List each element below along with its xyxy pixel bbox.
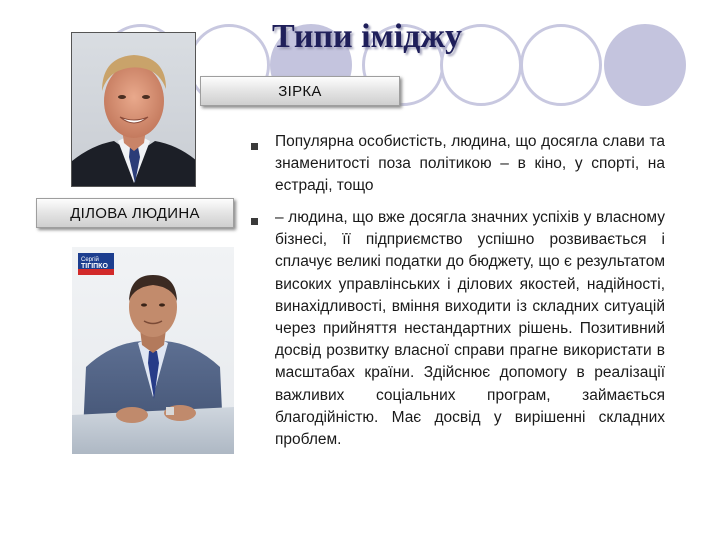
business-person-description: – людина, що вже досягла значних успіхів у власному бізнесі, її підприємство успішно розвивається і сплачує великі податки до бюджету, що є результатом високих управлінських і ділових якостей, надійності, винахідливості, вміння виходити із складних ситуацій через прийняття нестандартних рішень. Позитивний досвід розвитку власної справи прагне використати в масштабах країни. Здійснює допомогу в реалізації важливих соціальних програм, займається благодійністю. Має досвід у вирішенні складних проблем. (275, 209, 665, 449)
bullet-marker (251, 218, 258, 225)
bullet-marker (251, 143, 258, 150)
poster-illustration (72, 247, 234, 454)
decor-circle (520, 24, 602, 106)
slide-title: Типи іміджу (271, 18, 462, 55)
star-description: Популярна особистість, людина, що досягла слави та знаменитості поза політикою – в кіно, у спорті, на естраді, тощо (275, 133, 665, 195)
business-person-label: ДІЛОВА ЛЮДИНА (36, 198, 234, 228)
poster-name-top: Сергій (81, 257, 99, 263)
decor-circle (604, 24, 686, 106)
portrait-illustration (72, 33, 196, 187)
star-label: ЗІРКА (200, 76, 400, 106)
business-portrait-photo (72, 247, 234, 454)
star-portrait-photo (71, 32, 196, 187)
poster-name-bottom: ТІГІПКО (81, 263, 108, 270)
